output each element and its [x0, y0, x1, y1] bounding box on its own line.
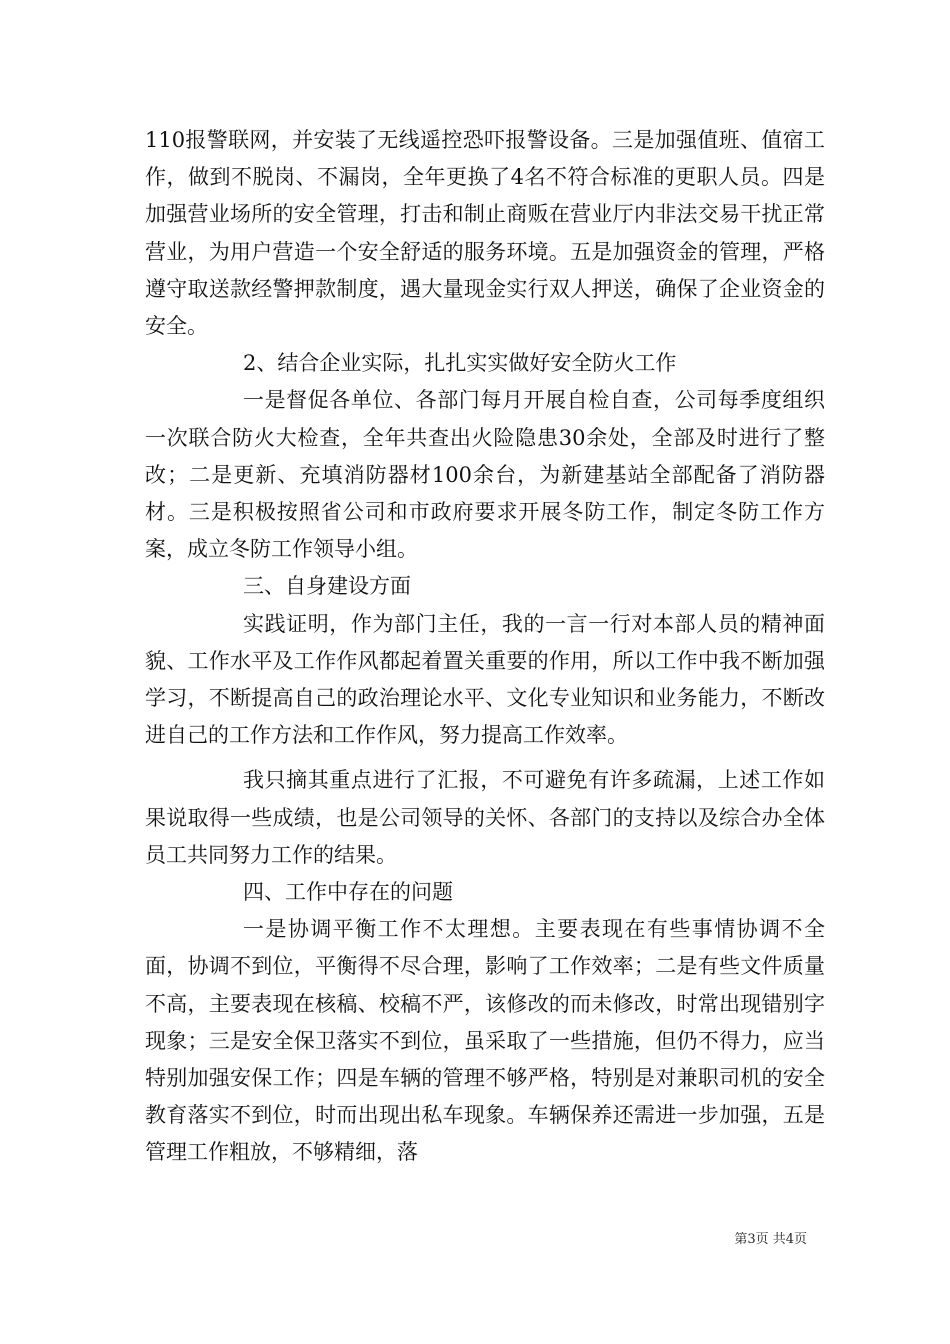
paragraph-security-measures: 110报警联网，并安装了无线遥控恐吓报警设备。三是加强值班、值宿工作，做到不脱岗、不漏岗，全年更换了4名不符合标准的更职人员。四是加强营业场所的安全管理，打击和制止商贩在营业厅内非法交易干扰正常营业，为用户营造一个安全舒适的服务环境。五是加强资金的管理，严格遵守取送款经警押款制度，遇大量现金实行双人押送，确保了企业资金的安全。: [145, 128, 825, 339]
paragraph-self-building: 实践证明，作为部门主任，我的一言一行对本部人员的精神面貌、工作水平及工作作风都起着置关重要的作用，所以工作中我不断加强学习，不断提高自己的政治理论水平、文化专业知识和业务能力，不断改进自己的工作方法和工作作风，努力提高工作效率。: [145, 611, 825, 748]
section-heading-self-building: 三、自身建设方面: [243, 574, 411, 599]
paragraph-summary: 我只摘其重点进行了汇报，不可避免有许多疏漏，上述工作如果说取得一些成绩，也是公司领导的关怀、各部门的支持以及综合办全体员工共同努力工作的结果。: [145, 768, 825, 867]
document-body: [145, 122, 825, 1172]
page-number-footer: 第3页 共4页: [734, 1232, 807, 1247]
section-heading-problems: 四、工作中存在的问题: [243, 880, 453, 905]
paragraph-problems: 一是协调平衡工作不太理想。主要表现在有些事情协调不全面，协调不到位，平衡得不尽合理，影响了工作效率；二是有些文件质量不高，主要表现在核稿、校稿不严，该修改的而未修改，时常出现错别字现象；三是安全保卫落实不到位，虽采取了一些措施，但仍不得力，应当特别加强安保工作；四是车辆的管理不够严格，特别是对兼职司机的安全教育落实不到位，时而出现出私车现象。车辆保养还需进一步加强，五是管理工作粗放，不够精细，落: [145, 917, 825, 1165]
paragraph-fire-safety: 一是督促各单位、各部门每月开展自检自查，公司每季度组织一次联合防火大检查，全年共查出火险隐患30余处，全部及时进行了整改；二是更新、充填消防器材100余台，为新建基站全部配备了消防器材。三是积极按照省公司和市政府要求开展冬防工作，制定冬防工作方案，成立冬防工作领导小组。: [145, 388, 825, 562]
paragraph-spacer: [145, 754, 825, 762]
section-heading-fire-safety: 2、结合企业实际，扎扎实实做好安全防火工作: [243, 351, 677, 376]
